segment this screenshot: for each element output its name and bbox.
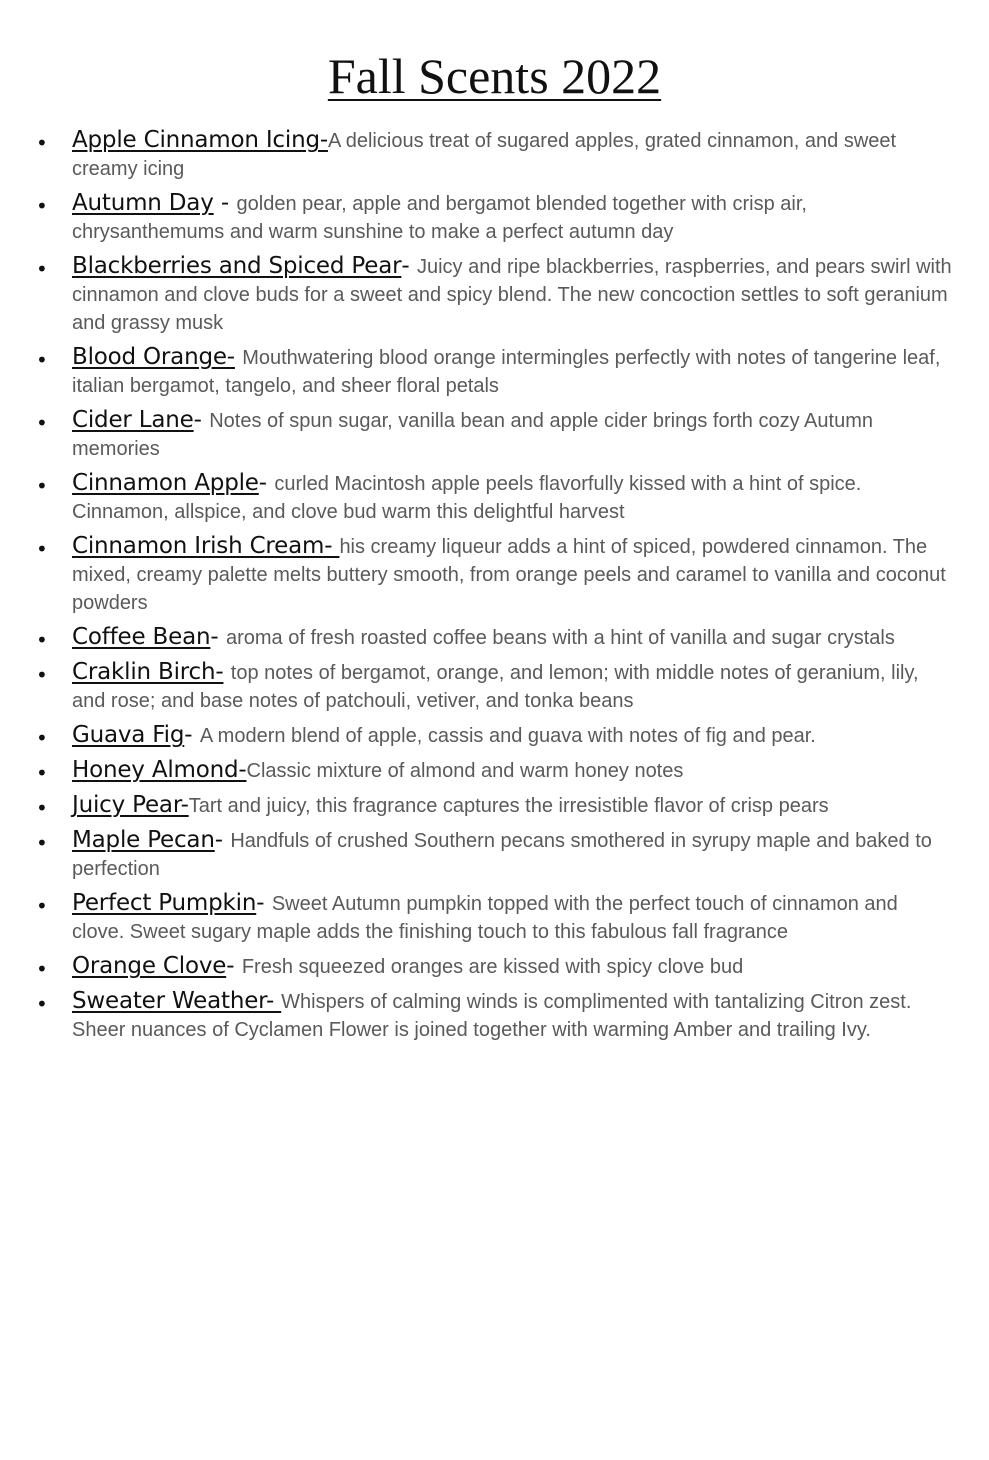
scent-description: aroma of fresh roasted coffee beans with a hint of vanilla and sugar crystals [225, 627, 895, 649]
scent-description: Classic mixture of almond and warm honey notes [246, 760, 684, 782]
scent-list-item [36, 987, 952, 1044]
scent-description: golden pear, apple and bergamot blended together with crisp air, chrysanthemums and warm sunshine to make a perfect autumn day [72, 193, 807, 243]
scent-name: Apple Cinnamon Icing- [72, 127, 328, 153]
scent-name: Cinnamon Apple [72, 470, 259, 496]
scent-separator: - [226, 953, 242, 979]
scent-description: Handfuls of crushed Southern pecans smothered in syrupy maple and baked to perfection [72, 830, 932, 880]
bullet-icon: • [36, 761, 48, 785]
scent-separator: - [184, 722, 200, 748]
bullet-icon: • [36, 894, 48, 918]
bullet-icon: • [36, 628, 48, 652]
scent-description: top notes of bergamot, orange, and lemon; with middle notes of geranium, lily, and rose; and base notes of patchouli, vetiver, and tonka beans [72, 662, 919, 712]
bullet-icon: • [36, 474, 48, 498]
bullet-icon: • [36, 257, 48, 281]
scent-name: Sweater Weather- [72, 988, 282, 1014]
scent-separator: - [258, 470, 275, 496]
bullet-icon: • [36, 957, 48, 981]
scent-list-item [36, 126, 952, 183]
scent-list-item [36, 623, 952, 652]
scent-list-item [36, 952, 952, 981]
scent-separator: - [256, 890, 272, 916]
scent-description: Juicy and ripe blackberries, raspberries, and pears swirl with cinnamon and clove buds for a sweet and spicy blend. The new concoction settles to soft geranium and grassy musk [72, 256, 952, 334]
scent-list-item [36, 889, 952, 946]
scent-name: Maple Pecan [72, 827, 215, 853]
scent-description: his creamy liqueur adds a hint of spiced, powdered cinnamon. The mixed, creamy palette melts buttery smooth, from orange peels and caramel to vanilla and coconut powders [72, 536, 946, 614]
scent-list-item [36, 826, 952, 883]
document-title-text: Fall Scents 2022 [327, 48, 662, 104]
bullet-icon: • [36, 663, 48, 687]
scent-list-item [36, 532, 952, 617]
scent-description: Mouthwatering blood orange intermingles perfectly with notes of tangerine leaf, italian bergamot, tangelo, and sheer floral petals [72, 347, 941, 397]
scent-description: Fresh squeezed oranges are kissed with spicy clove bud [241, 956, 744, 978]
scent-separator: - [401, 253, 417, 279]
scent-description: Sweet Autumn pumpkin topped with the perfect touch of cinnamon and clove. Sweet sugary maple adds the finishing touch to this fabulous fall fragrance [72, 893, 898, 943]
scent-name: Blackberries and Spiced Pear [72, 253, 402, 279]
scent-name: Orange Clove [72, 953, 227, 979]
scent-list-item [36, 252, 952, 337]
scent-separator: - [213, 190, 237, 216]
scent-list-item [36, 343, 952, 400]
scent-description: Whispers of calming winds is complimented with tantalizing Citron zest. Sheer nuances of Cyclamen Flower is joined together with warming Amber and trailing Ivy. [72, 991, 912, 1041]
scent-description: Tart and juicy, this fragrance captures the irresistible flavor of crisp pears [188, 795, 829, 817]
scent-description: A delicious treat of sugared apples, grated cinnamon, and sweet creamy icing [72, 130, 897, 180]
scent-name: Craklin Birch- [72, 659, 224, 685]
bullet-icon: • [36, 726, 48, 750]
scent-separator: - [210, 624, 226, 650]
bullet-icon: • [36, 131, 48, 155]
scent-list-item [36, 658, 952, 715]
bullet-icon: • [36, 537, 48, 561]
scent-name: Perfect Pumpkin [72, 890, 257, 916]
scent-description: A modern blend of apple, cassis and guava with notes of fig and pear. [199, 725, 816, 747]
scent-separator: - [193, 407, 210, 433]
scent-description: Notes of spun sugar, vanilla bean and apple cider brings forth cozy Autumn memories [72, 410, 873, 460]
bullet-icon: • [36, 796, 48, 820]
scent-list-item [36, 721, 952, 750]
scent-list-item [36, 756, 952, 785]
scent-name: Autumn Day [72, 190, 214, 216]
bullet-icon: • [36, 831, 48, 855]
bullet-icon: • [36, 194, 48, 218]
scent-name: Guava Fig [72, 722, 185, 748]
scent-list-item [36, 469, 952, 526]
scent-name: Honey Almond- [72, 757, 247, 783]
scent-name: Cider Lane [72, 407, 194, 433]
document-title [0, 46, 989, 106]
scent-list [36, 126, 952, 1050]
scent-separator: - [214, 827, 231, 853]
scent-description: curled Macintosh apple peels flavorfully kissed with a hint of spice. Cinnamon, allspice, and clove bud warm this delightful harvest [72, 473, 862, 523]
scent-list-item [36, 406, 952, 463]
bullet-icon: • [36, 348, 48, 372]
scent-separator [223, 659, 230, 685]
scent-name: Cinnamon Irish Cream- [72, 533, 340, 559]
scent-name: Juicy Pear- [72, 792, 189, 818]
scent-list-item [36, 189, 952, 246]
bullet-icon: • [36, 411, 48, 435]
scent-list-item [36, 791, 952, 820]
scent-name: Coffee Bean [72, 624, 211, 650]
bullet-icon: • [36, 992, 48, 1016]
scent-name: Blood Orange- [72, 344, 235, 370]
